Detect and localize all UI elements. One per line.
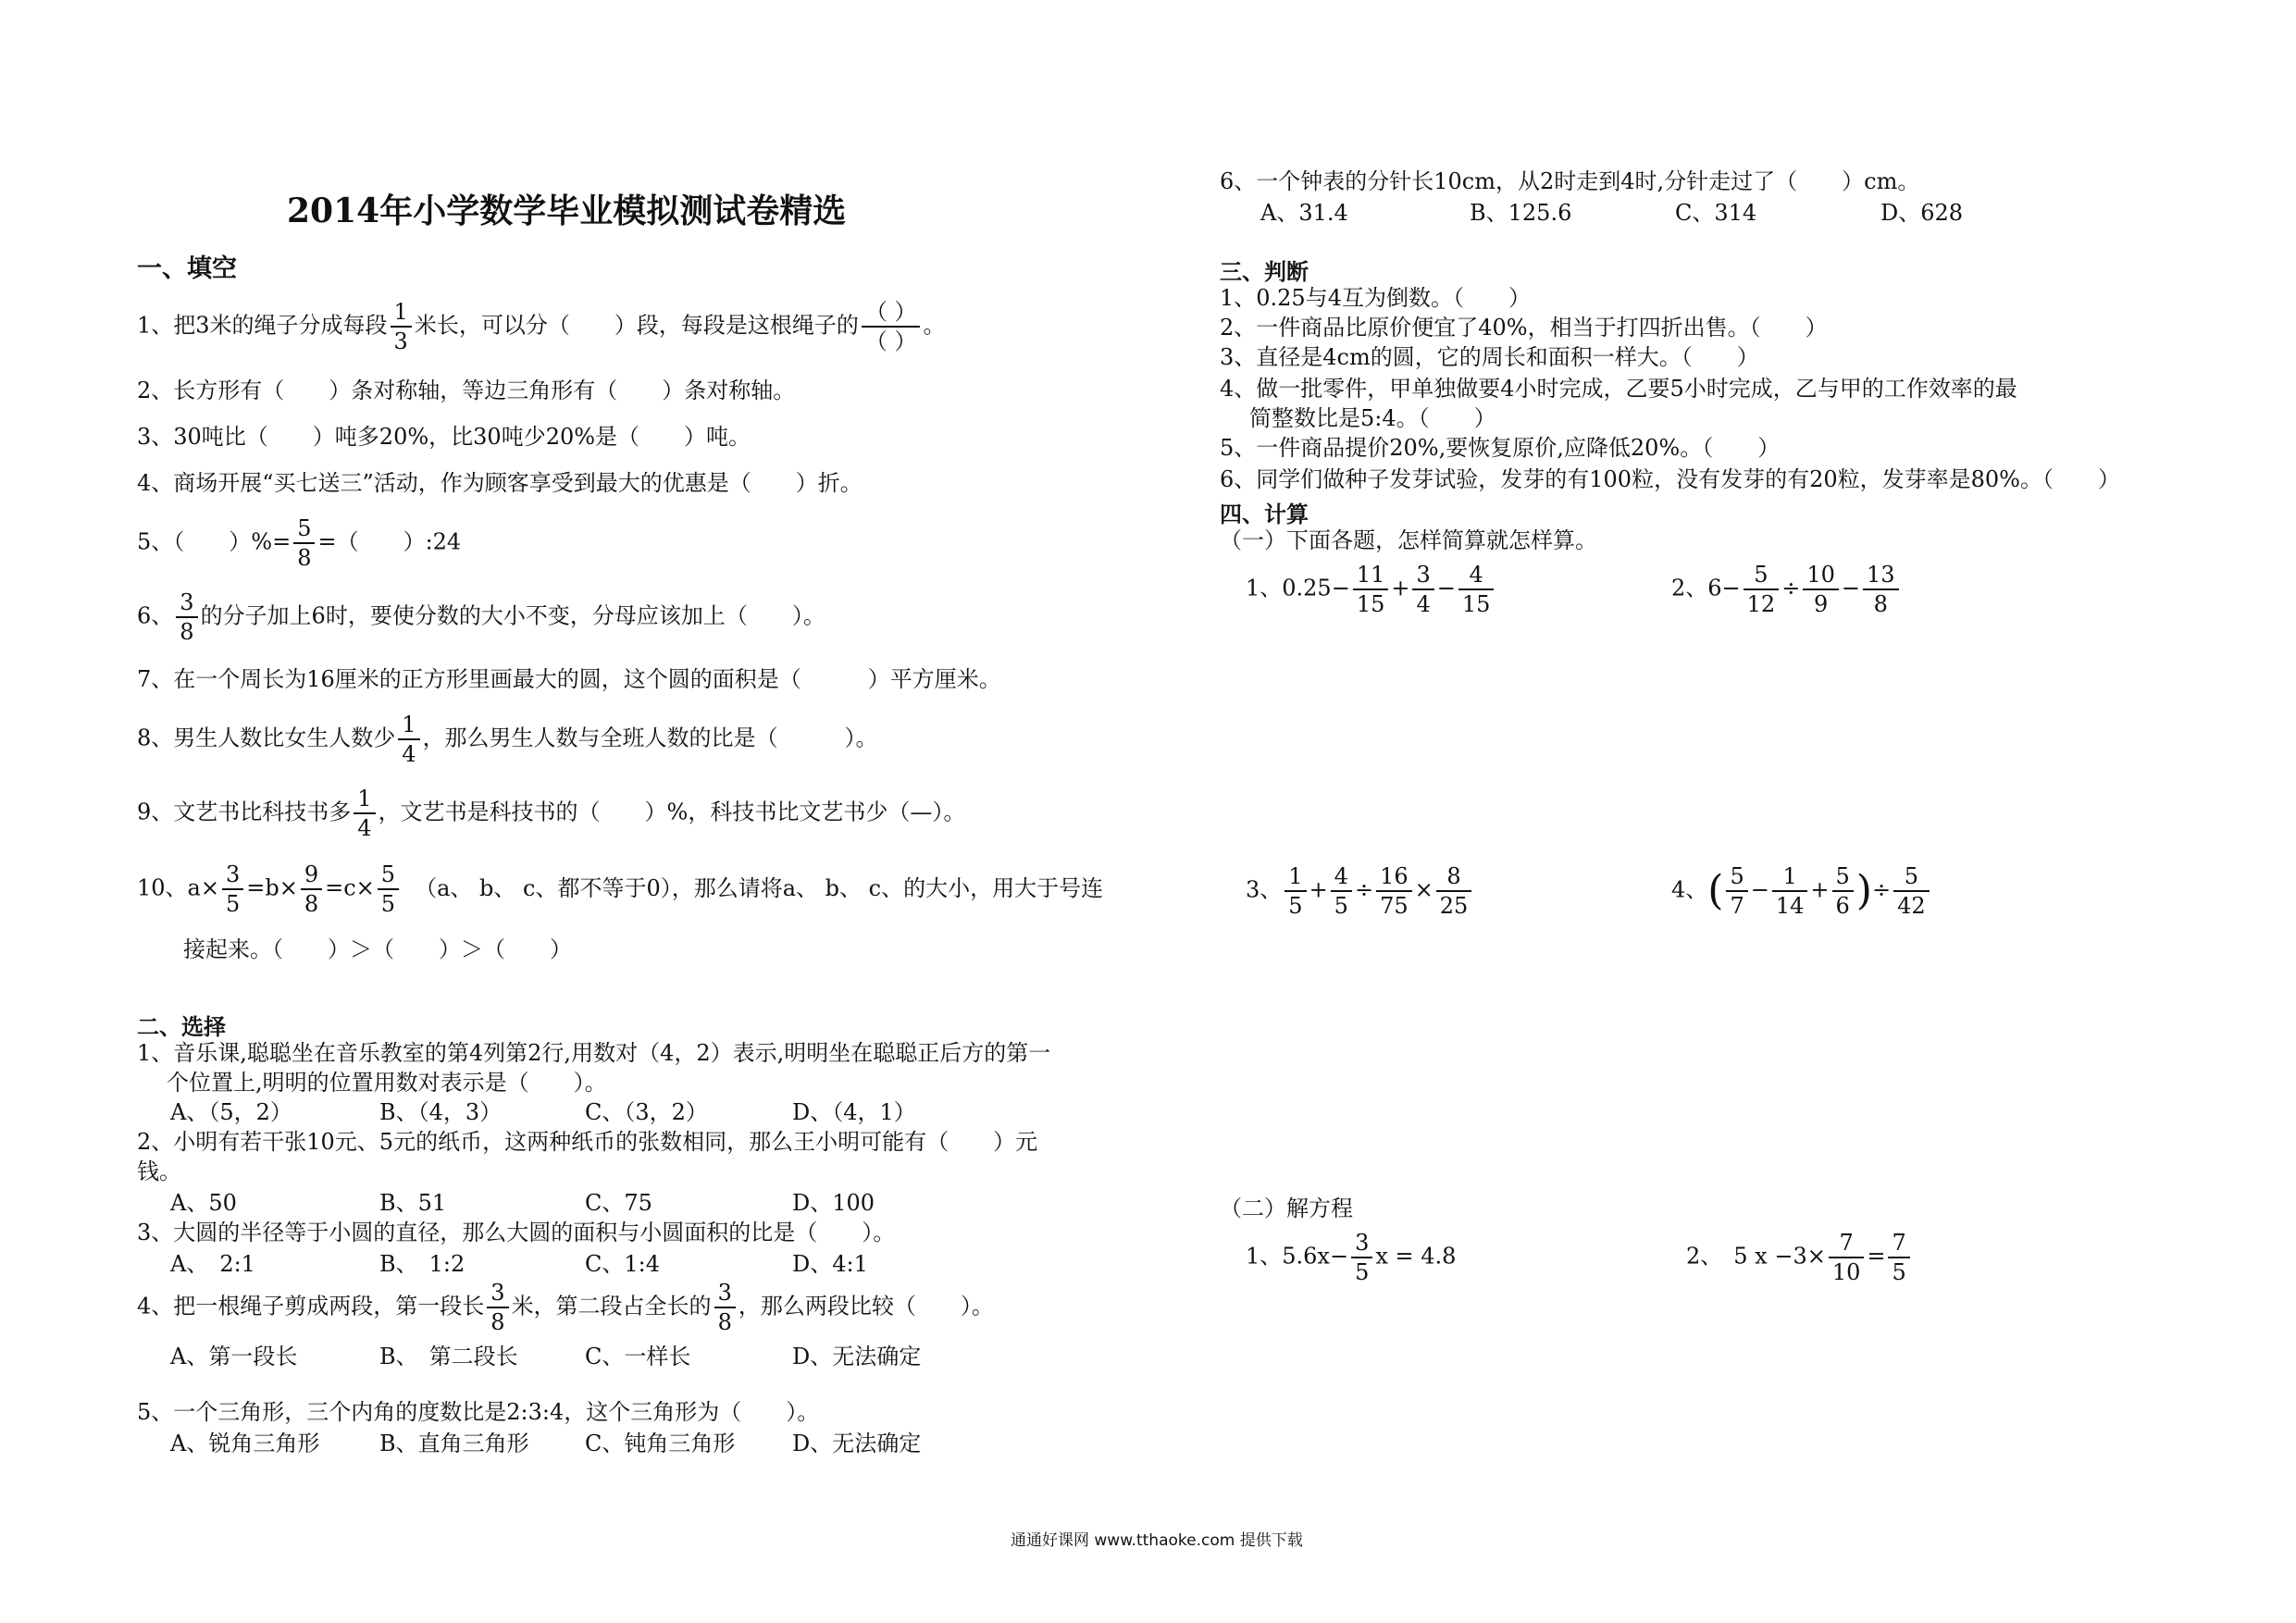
denominator: 42 (1897, 893, 1926, 919)
fraction (1726, 862, 1747, 920)
judge-q6: 6、同学们做种子发芽试验，发芽的有100粒，没有发芽的有20粒，发芽率是80%。（ ） (1220, 466, 2120, 492)
fraction (487, 1279, 508, 1336)
text: =b× (246, 874, 298, 901)
choice-q4-opt-d: D、无法确定 (792, 1344, 922, 1369)
text: =c× (325, 874, 375, 901)
choice-q6: 6、一个钟表的分针长10cm，从2时走到4时,分针走过了（ ）cm。 (1220, 168, 1920, 194)
calc-q4 (1671, 862, 1932, 920)
denominator: 4 (1416, 591, 1431, 617)
text: x = 4.8 (1375, 1243, 1457, 1270)
fraction (391, 298, 412, 355)
operator: − (1436, 575, 1456, 601)
fill-q3: 3、30吨比（ ）吨多20%，比30吨少20%是（ ）吨。 (137, 424, 751, 450)
denominator: 15 (1461, 591, 1491, 617)
calc-q1 (1246, 561, 1496, 618)
fraction (301, 861, 322, 918)
numerator: 11 (1353, 561, 1389, 590)
operator: = (1867, 1243, 1886, 1270)
calc-sub2: （二）解方程 (1220, 1196, 1353, 1221)
choice-q3-opt-d: D、4:1 (792, 1251, 868, 1277)
text: ，那么两段比较（ ）。 (738, 1293, 994, 1319)
choice-q1-opt-a: A、（5，2） (170, 1099, 292, 1125)
denominator: 10 (1831, 1259, 1861, 1285)
operator: × (1414, 876, 1433, 903)
fraction (1458, 561, 1495, 618)
choice-q5-opt-a: A、锐角三角形 (170, 1431, 320, 1456)
section-calc-heading: 四、计算 (1220, 501, 1309, 527)
fill-q9 (137, 785, 965, 842)
fraction (1863, 561, 1899, 618)
text: 。 (923, 312, 946, 339)
right-paren: ) (1855, 867, 1872, 914)
choice-q4-opt-b: B、 第二段长 (379, 1344, 518, 1369)
text: ，文艺书是科技书的（ ）%，科技书比文艺书少（—）。 (378, 799, 966, 825)
judge-q4-cont: 简整数比是5:4。（ ） (1249, 405, 1496, 431)
denominator: 5 (225, 891, 241, 917)
text: 的分子加上6时，要使分数的大小不变，分母应该加上（ ）。 (200, 602, 825, 629)
fraction (354, 785, 375, 842)
fraction (1353, 561, 1389, 618)
fraction (1436, 862, 1472, 920)
calc-sub1: （一）下面各题，怎样简算就怎样算。 (1220, 527, 1597, 553)
numerator: 3 (222, 861, 243, 890)
text: 1、把3米的绳子分成每段 (137, 312, 388, 339)
fill-q1 (137, 298, 945, 355)
choice-q2-opt-d: D、100 (792, 1190, 875, 1216)
choice-q1-opt-b: B、（4，3） (379, 1099, 503, 1125)
numerator: 5 (293, 514, 315, 544)
text: 3、 (1246, 876, 1283, 903)
numerator: 3 (487, 1279, 508, 1308)
section-choice-heading: 二、选择 (137, 1013, 226, 1040)
denominator: 7 (1730, 893, 1744, 919)
choice-q2-opt-c: C、75 (585, 1190, 652, 1216)
numerator: 5 (1893, 862, 1930, 892)
judge-q4: 4、做一批零件，甲单独做要4小时完成，乙要5小时完成，乙与甲的工作效率的最 (1220, 376, 2017, 402)
fraction (862, 298, 921, 355)
fill-q6 (137, 588, 825, 646)
fraction (222, 861, 243, 918)
denominator: 12 (1746, 591, 1776, 617)
section-judge-heading: 三、判断 (1220, 258, 1309, 285)
fraction (398, 711, 419, 768)
fill-q4: 4、商场开展“买七送三”活动，作为顾客享受到最大的优惠是（ ）折。 (137, 470, 863, 496)
choice-q6-opt-a: A、31.4 (1260, 200, 1348, 226)
choice-q6-opt-c: C、314 (1675, 200, 1757, 226)
fraction (1893, 862, 1930, 920)
choice-q3-opt-b: B、 1:2 (379, 1251, 465, 1277)
choice-q4 (137, 1279, 994, 1336)
fill-q10 (137, 861, 1103, 918)
section-fill-blank-heading: 一、填空 (137, 254, 237, 283)
numerator: 7 (1829, 1229, 1865, 1258)
choice-q1-opt-d: D、（4，1） (792, 1099, 916, 1125)
numerator: 3 (1412, 561, 1433, 590)
equation-q1 (1246, 1229, 1456, 1286)
text: =（ ）:24 (317, 528, 462, 555)
numerator: 1 (354, 785, 375, 814)
denominator: 8 (304, 891, 319, 917)
denominator: 3 (393, 328, 408, 354)
page-title: 2014年小学数学毕业模拟测试卷精选 (287, 192, 847, 230)
numerator: 3 (176, 588, 197, 618)
text: 1、0.25− (1246, 575, 1350, 601)
numerator: 1 (1772, 862, 1808, 892)
numerator: 1 (398, 711, 419, 740)
fill-q8 (137, 711, 878, 768)
denominator: 4 (357, 815, 372, 841)
operator: ÷ (1871, 876, 1892, 903)
text: （a、 b、 c、都不等于0），那么请将a、 b、 c、的大小，用大于号连 (415, 874, 1104, 901)
denominator: 75 (1380, 893, 1409, 919)
denominator: 8 (717, 1309, 732, 1335)
text: 5、（ ）%= (137, 528, 292, 555)
fraction (1772, 862, 1808, 920)
calc-q2 (1671, 561, 1902, 618)
choice-q5-opt-c: C、钝角三角形 (585, 1431, 736, 1456)
judge-q2: 2、一件商品比原价便宜了40%，相当于打四折出售。（ ） (1220, 315, 1828, 341)
text: 米，第二段占全长的 (511, 1293, 712, 1319)
denominator: 4 (402, 741, 416, 767)
numerator: 1 (1285, 862, 1306, 892)
choice-q4-opt-c: C、一样长 (585, 1344, 691, 1369)
choice-q2-opt-b: B、51 (379, 1190, 447, 1216)
choice-q6-opt-d: D、628 (1880, 200, 1964, 226)
fill-q7: 7、在一个周长为16厘米的正方形里画最大的圆，这个圆的面积是（ ）平方厘米。 (137, 666, 1001, 692)
fraction (1331, 862, 1352, 920)
denominator: 25 (1439, 893, 1469, 919)
fraction (1829, 1229, 1865, 1286)
choice-q3-opt-a: A、 2:1 (170, 1251, 255, 1277)
numerator: 1 (391, 298, 412, 328)
text: 9、文艺书比科技书多 (137, 799, 352, 825)
denominator: 5 (1334, 893, 1348, 919)
judge-q1: 1、0.25与4互为倒数。（ ） (1220, 285, 1531, 311)
fill-q10-cont: 接起来。（ ）＞（ ）＞（ ） (183, 936, 572, 962)
text: 4、 (1671, 876, 1708, 903)
fraction (1888, 1229, 1909, 1286)
text: 2、 5 x −3× (1686, 1243, 1826, 1270)
choice-q5-opt-d: D、无法确定 (792, 1431, 922, 1456)
fraction (378, 861, 399, 918)
numerator: 7 (1888, 1229, 1909, 1258)
denominator: 8 (1873, 591, 1888, 617)
fraction (1832, 862, 1854, 920)
numerator: 16 (1376, 862, 1412, 892)
denominator: 5 (1288, 893, 1303, 919)
denominator: 14 (1775, 893, 1805, 919)
numerator: 9 (301, 861, 322, 890)
denominator: 5 (1355, 1259, 1370, 1285)
operator: + (1391, 575, 1410, 601)
judge-q3: 3、直径是4cm的圆，它的周长和面积一样大。（ ） (1220, 344, 1759, 370)
operator: + (1309, 876, 1328, 903)
fill-q2: 2、长方形有（ ）条对称轴，等边三角形有（ ）条对称轴。 (137, 378, 796, 403)
denominator: （ ） (864, 328, 917, 354)
fraction (1744, 561, 1780, 618)
text: 4、把一根绳子剪成两段，第一段长 (137, 1293, 485, 1319)
numerator: （ ） (862, 298, 921, 328)
fraction (293, 514, 315, 572)
operator: ÷ (1354, 876, 1374, 903)
choice-q4-opt-a: A、第一段长 (170, 1344, 298, 1369)
choice-q2-cont: 钱。 (137, 1158, 181, 1184)
numerator: 8 (1436, 862, 1472, 892)
choice-q2: 2、小明有若干张10元、5元的纸币，这两种纸币的张数相同，那么王小明可能有（ ）元 (137, 1129, 1038, 1155)
fraction (1285, 862, 1306, 920)
footer-source: 通通好课网 www.tthaoke.com 提供下载 (1011, 1531, 1303, 1550)
denominator: 5 (1892, 1259, 1906, 1285)
choice-q6-opt-b: B、125.6 (1470, 200, 1572, 226)
equation-q2 (1686, 1229, 1913, 1286)
choice-q5-opt-b: B、直角三角形 (379, 1431, 529, 1456)
fraction (1351, 1229, 1372, 1286)
numerator: 3 (714, 1279, 736, 1308)
numerator: 3 (1351, 1229, 1372, 1258)
denominator: 8 (297, 545, 312, 571)
text: 6、 (137, 602, 174, 629)
numerator: 5 (1726, 862, 1747, 892)
fraction (176, 588, 197, 646)
denominator: 9 (1813, 591, 1829, 617)
choice-q1: 1、音乐课,聪聪坐在音乐教室的第4列第2行,用数对（4，2）表示,明明坐在聪聪正后方的第一 (137, 1040, 1051, 1066)
denominator: 5 (380, 891, 396, 917)
numerator: 5 (1832, 862, 1854, 892)
denominator: 8 (490, 1309, 505, 1335)
choice-q2-opt-a: A、50 (170, 1190, 237, 1216)
text: 10、a× (137, 874, 219, 901)
operator: + (1810, 876, 1830, 903)
operator: − (1841, 575, 1860, 601)
text: 米长，可以分（ ）段，每段是这根绳子的 (414, 312, 859, 339)
choice-q1-opt-c: C、（3，2） (585, 1099, 708, 1125)
calc-q3 (1246, 862, 1474, 920)
numerator: 10 (1803, 561, 1839, 590)
judge-q5: 5、一件商品提价20%,要恢复原价,应降低20%。（ ） (1220, 435, 1781, 461)
text: 2、6− (1671, 575, 1741, 601)
text: 8、男生人数比女生人数少 (137, 725, 396, 751)
operator: − (1750, 876, 1769, 903)
text: ，那么男生人数与全班人数的比是（ ）。 (422, 725, 878, 751)
fill-q5 (137, 514, 461, 572)
choice-q3: 3、大圆的半径等于小圆的直径，那么大圆的面积与小圆面积的比是（ ）。 (137, 1220, 896, 1245)
numerator: 13 (1863, 561, 1899, 590)
denominator: 8 (180, 619, 194, 645)
numerator: 4 (1458, 561, 1495, 590)
left-paren: ( (1707, 867, 1724, 914)
fraction (1376, 862, 1412, 920)
fraction (1412, 561, 1433, 618)
denominator: 6 (1835, 893, 1850, 919)
choice-q3-opt-c: C、1:4 (585, 1251, 660, 1277)
fraction (714, 1279, 736, 1336)
numerator: 5 (1744, 561, 1780, 590)
choice-q5: 5、一个三角形，三个内角的度数比是2:3:4，这个三角形为（ ）。 (137, 1399, 820, 1425)
choice-q1-cont: 个位置上,明明的位置用数对表示是（ ）。 (167, 1070, 607, 1096)
numerator: 4 (1331, 862, 1352, 892)
numerator: 5 (378, 861, 399, 890)
text: 1、5.6x− (1246, 1243, 1349, 1270)
fraction (1803, 561, 1839, 618)
denominator: 15 (1356, 591, 1385, 617)
operator: ÷ (1781, 575, 1801, 601)
